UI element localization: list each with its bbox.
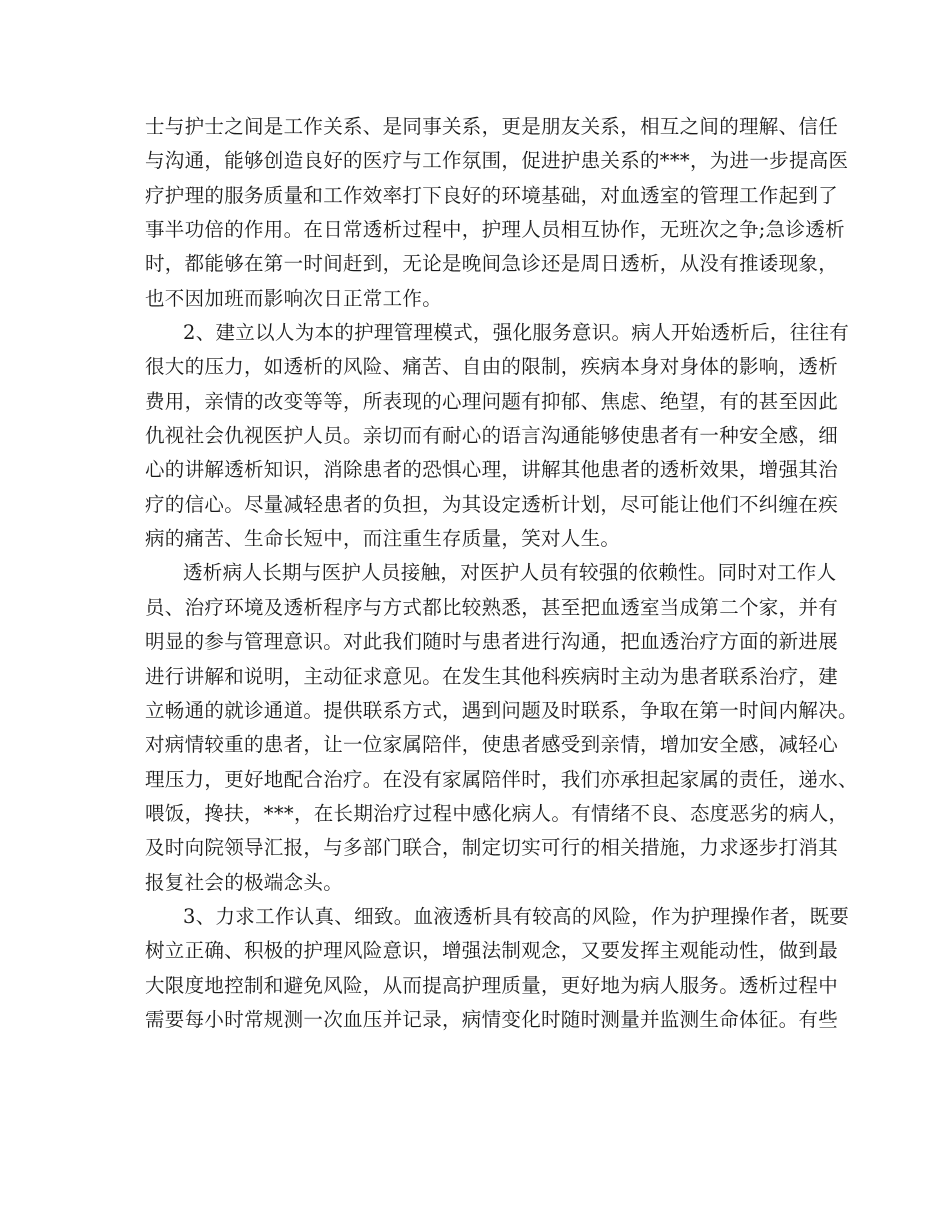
text-line: 费用，亲情的改变等等，所表现的心理问题有抑郁、焦虑、绝望，有的甚至因此 (145, 389, 839, 413)
text-line: 明显的参与管理意识。对此我们随时与患者进行沟通，把血透治疗方面的新进展 (145, 630, 839, 654)
text-line: 大限度地控制和避免风险，从而提高护理质量，更好地为病人服务。透析过程中 (145, 973, 839, 997)
text-line: 与沟通，能够创造良好的医疗与工作氛围，促进护患关系的***，为进一步提高医 (145, 149, 849, 173)
text-line: 对病情较重的患者，让一位家属陪伴，使患者感受到亲情，增加安全感，减轻心 (145, 733, 839, 757)
text-line: 也不因加班而影响次日正常工作。 (145, 286, 443, 310)
text-line: 疗护理的服务质量和工作效率打下良好的环境基础，对血透室的管理工作起到了 (145, 183, 839, 207)
text-line: 士与护士之间是工作关系、是同事关系，更是朋友关系，相互之间的理解、信任 (145, 115, 839, 138)
text-line: 立畅通的就诊通道。提供联系方式，遇到问题及时联系，争取在第一时间内解决。 (145, 698, 858, 722)
text-line: 树立正确、积极的护理风险意识，增强法制观念，又要发挥主观能动性，做到最 (145, 939, 839, 963)
text-line: 需要每小时常规测一次血压并记录，病情变化时随时测量并监测生命体征。有些 (145, 1007, 839, 1031)
text-line: 理压力，更好地配合治疗。在没有家属陪伴时，我们亦承担起家属的责任，递水、 (145, 767, 858, 791)
text-line: 疗的信心。尽量减轻患者的负担，为其设定透析计划，尽可能让他们不纠缠在疾 (145, 492, 839, 516)
text-line: 时，都能够在第一时间赶到，无论是晚间急诊还是周日透析，从没有推诿现象， (145, 252, 839, 276)
text-line: 及时向院领导汇报，与多部门联合，制定切实可行的相关措施，力求逐步打消其 (145, 836, 839, 860)
text-line: 很大的压力，如透析的风险、痛苦、自由的限制，疾病本身对身体的影响，透析 (145, 355, 839, 379)
paragraph-first-line: 2、建立以人为本的护理管理模式，强化服务意识。病人开始透析后，往往有 (183, 321, 850, 345)
text-line: 事半功倍的作用。在日常透析过程中，护理人员相互协作，无班次之争;急诊透析 (145, 218, 845, 242)
text-line: 病的痛苦、生命长短中，而注重生存质量，笑对人生。 (145, 527, 621, 551)
text-line: 员、治疗环境及透析程序与方式都比较熟悉，甚至把血透室当成第二个家，并有 (145, 595, 839, 619)
document-body (145, 110, 858, 1037)
paragraph-first-line: 3、力求工作认真、细致。血液透析具有较高的风险，作为护理操作者，既要 (183, 904, 850, 928)
text-line: 报复社会的极端念头。 (145, 870, 344, 894)
text-line: 心的讲解透析知识，消除患者的恐惧心理，讲解其他患者的透析效果，增强其治 (145, 458, 839, 482)
text-line: 进行讲解和说明，主动征求意见。在发生其他科疾病时主动为患者联系治疗，建 (145, 664, 839, 688)
paragraph-first-line: 透析病人长期与医护人员接触，对医护人员有较强的依赖性。同时对工作人 (183, 561, 837, 585)
text-line: 仇视社会仇视医护人员。亲切而有耐心的语言沟通能够使患者有一种安全感，细 (145, 424, 839, 448)
text-line: 喂饭，搀扶，***，在长期治疗过程中感化病人。有情绪不良、态度恶劣的病人， (145, 801, 849, 825)
